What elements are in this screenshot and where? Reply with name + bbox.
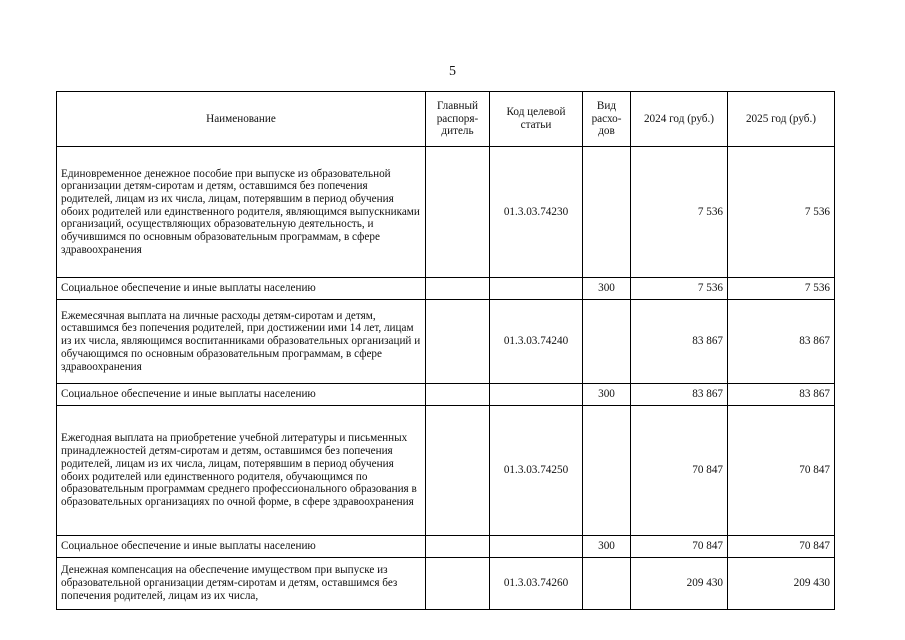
row-code: 01.3.03.74250: [490, 406, 583, 536]
table-row: [57, 147, 835, 278]
header-2025: 2025 год (руб.): [728, 92, 835, 147]
row-grbs: [426, 536, 490, 558]
row-grbs: [426, 384, 490, 406]
row-code: 01.3.03.74230: [490, 147, 583, 278]
row-code: 01.3.03.74260: [490, 558, 583, 610]
header-2024: 2024 год (руб.): [631, 92, 728, 147]
row-2024: 209 430: [631, 558, 728, 610]
row-grbs: [426, 300, 490, 384]
header-kind: Вид расхо-дов: [583, 92, 631, 147]
row-grbs: [426, 406, 490, 536]
row-name: Денежная компенсация на обеспечение имуществом при выпуске из образовательной организации детям-сиротам и детям, оставшимся без попечения родителей, лицам из их числа,: [57, 558, 426, 610]
row-name: Социальное обеспечение и иные выплаты населению: [57, 278, 426, 300]
row-grbs: [426, 558, 490, 610]
row-kind: 300: [583, 536, 631, 558]
row-grbs: [426, 278, 490, 300]
table-row: [57, 558, 835, 610]
row-2024: 7 536: [631, 147, 728, 278]
table-header-row: [57, 92, 835, 147]
row-name: Социальное обеспечение и иные выплаты населению: [57, 384, 426, 406]
row-2025: 70 847: [728, 406, 835, 536]
table-row: [57, 278, 835, 300]
row-kind: [583, 558, 631, 610]
page-number: 5: [449, 64, 456, 79]
row-2024: 70 847: [631, 536, 728, 558]
table-row: [57, 300, 835, 384]
row-code: [490, 278, 583, 300]
row-name: Единовременное денежное пособие при выпуске из образовательной организации детям-сиротам и детям, оставшимся без попечения родителей, лицам из их числа, лицам, потерявшим в период обучения обоих родителей или единственного родителя, являющимся выпускниками организаций, осуществляющих образовательную деятельность, и обучившимся по основным образовательным программам, в сфере здравоохранения: [57, 147, 426, 278]
table-row: [57, 384, 835, 406]
row-kind: [583, 147, 631, 278]
header-grbs: Главный распоря-дитель: [426, 92, 490, 147]
row-code: [490, 384, 583, 406]
table-row: [57, 536, 835, 558]
row-kind: 300: [583, 278, 631, 300]
row-kind: [583, 406, 631, 536]
row-2025: 83 867: [728, 384, 835, 406]
row-2024: 83 867: [631, 300, 728, 384]
row-2025: 209 430: [728, 558, 835, 610]
row-kind: 300: [583, 384, 631, 406]
row-kind: [583, 300, 631, 384]
header-name: Наименование: [57, 92, 426, 147]
row-name: Ежемесячная выплата на личные расходы детям-сиротам и детям, оставшимся без попечения родителей, при достижении ими 14 лет, лицам из их числа, являющимся воспитанниками образовательных организаций и обучающимся по основным образовательным программам, в сфере здравоохранения: [57, 300, 426, 384]
row-2025: 7 536: [728, 147, 835, 278]
row-code: 01.3.03.74240: [490, 300, 583, 384]
row-name: Социальное обеспечение и иные выплаты населению: [57, 536, 426, 558]
row-name: Ежегодная выплата на приобретение учебной литературы и письменных принадлежностей детям-сиротам и детям, оставшимся без попечения родителей, лицам из их числа, лицам, потерявшим в период обучения обоих родителей или единственного родителя, обучающимся по образовательным программам среднего профессионального образования в образовательных организациях по очной форме, в сфере здравоохранения: [57, 406, 426, 536]
row-code: [490, 536, 583, 558]
row-grbs: [426, 147, 490, 278]
table-row: [57, 406, 835, 536]
row-2024: 70 847: [631, 406, 728, 536]
budget-table: [56, 91, 835, 610]
row-2024: 83 867: [631, 384, 728, 406]
row-2025: 83 867: [728, 300, 835, 384]
row-2025: 70 847: [728, 536, 835, 558]
header-code: Код целевой статьи: [490, 92, 583, 147]
row-2024: 7 536: [631, 278, 728, 300]
row-2025: 7 536: [728, 278, 835, 300]
